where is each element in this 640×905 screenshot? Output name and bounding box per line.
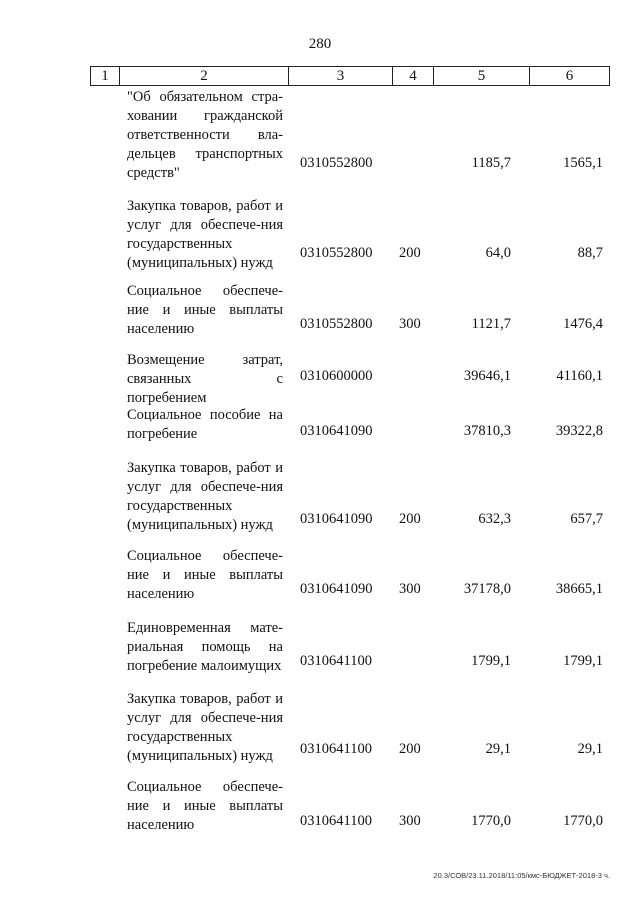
row-value-6: 39322,8 <box>555 423 603 439</box>
row-name: Единовременная мате-риальная помощь на погребение малоимущих <box>127 620 283 674</box>
row-value-6: 657,7 <box>570 511 603 527</box>
row-value-6: 1770,0 <box>563 813 603 829</box>
row-vr: 200 <box>399 741 421 757</box>
row-code: 0310641100 <box>300 741 372 757</box>
row-value-5: 37178,0 <box>463 581 511 597</box>
row-code: 0310641090 <box>300 423 373 439</box>
row-value-5: 37810,3 <box>463 423 511 439</box>
header-col-6: 6 <box>565 68 574 84</box>
row-value-5: 1121,7 <box>471 316 511 332</box>
row-code: 0310641090 <box>300 511 373 527</box>
row-name: Закупка товаров, работ и услуг для обеспече-ния государственных (муниципальных) нужд <box>127 691 283 764</box>
row-value-5: 64,0 <box>485 245 511 261</box>
row-vr: 300 <box>399 581 421 597</box>
row-code: 0310641100 <box>300 813 372 829</box>
row-vr: 200 <box>399 511 421 527</box>
row-value-6: 88,7 <box>577 245 603 261</box>
row-value-5: 1799,1 <box>471 653 511 669</box>
header-col-1: 1 <box>91 67 120 85</box>
page-number: 280 <box>308 36 332 52</box>
header-col-4: 4 <box>393 67 434 85</box>
row-code: 0310552800 <box>300 155 373 171</box>
row-code: 0310641100 <box>300 653 372 669</box>
row-name: Социальное пособие на погребение <box>127 407 283 442</box>
row-name: Возмещение затрат, связанных с погребением <box>127 352 283 406</box>
row-name: Социальное обеспече-ние и иные выплаты населению <box>127 548 283 602</box>
row-value-6: 38665,1 <box>555 581 603 597</box>
row-value-6: 41160,1 <box>556 368 603 384</box>
row-value-5: 1770,0 <box>471 813 511 829</box>
row-value-6: 1476,4 <box>563 316 603 332</box>
row-value-6: 1799,1 <box>563 653 603 669</box>
row-vr: 300 <box>399 813 421 829</box>
row-code: 0310641090 <box>300 581 373 597</box>
row-code: 0310552800 <box>300 316 373 332</box>
row-value-5: 632,3 <box>478 511 511 527</box>
row-code: 0310552800 <box>300 245 373 261</box>
row-name: Социальное обеспече-ние и иные выплаты населению <box>127 779 283 833</box>
row-name: Закупка товаров, работ и услуг для обеспече-ния государственных (муниципальных) нужд <box>127 460 283 533</box>
row-name: Социальное обеспече-ние и иные выплаты населению <box>127 283 283 337</box>
row-value-5: 1185,7 <box>471 155 511 171</box>
row-vr: 200 <box>399 245 421 261</box>
row-value-6: 1565,1 <box>563 155 603 171</box>
row-value-6: 29,1 <box>577 741 603 757</box>
row-vr: 300 <box>399 316 421 332</box>
row-value-5: 39646,1 <box>463 368 511 384</box>
header-col-3: 3 <box>289 67 393 85</box>
row-name: "Об обязательном стра-ховании гражданской ответственности вла-дельцев транспортных средств" <box>127 89 283 181</box>
row-name: Закупка товаров, работ и услуг для обеспече-ния государственных (муниципальных) нужд <box>127 198 283 271</box>
header-col-5: 5 <box>434 67 530 85</box>
footer-stamp: 20.3/СОВ/23.11.2018/11:05/кмс-БЮДЖЕТ-2018-3 ч. <box>433 871 610 880</box>
row-code: 0310600000 <box>300 368 373 384</box>
header-col-2: 2 <box>120 67 289 85</box>
row-value-5: 29,1 <box>485 741 511 757</box>
table-header <box>90 66 610 86</box>
